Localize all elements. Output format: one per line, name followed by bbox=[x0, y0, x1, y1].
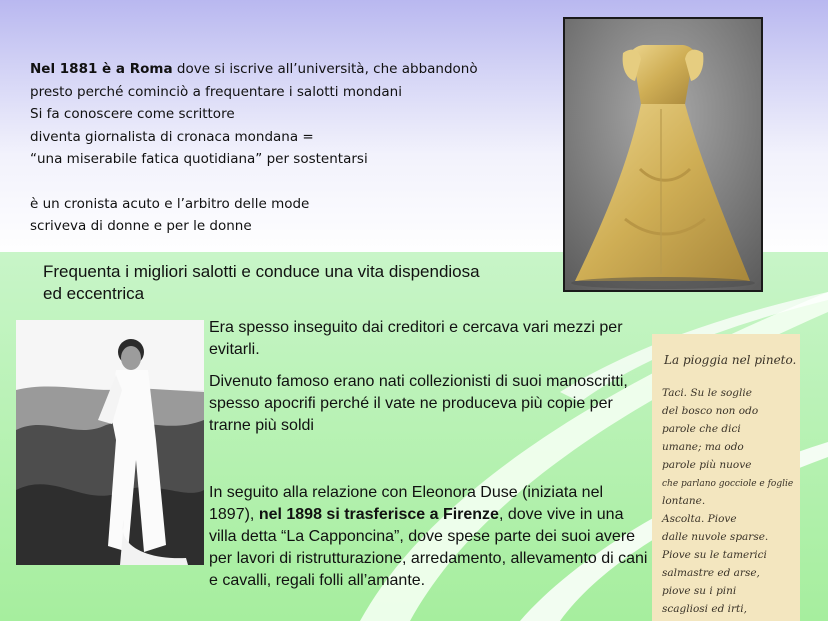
manuscript-line: Ascolta. Piove bbox=[662, 513, 737, 525]
portrait-photo bbox=[16, 320, 204, 565]
intro-line-5: “una miserabile fatica quotidiana” per sostentarsi bbox=[30, 151, 368, 167]
intro-line-3: Si fa conoscere come scrittore bbox=[30, 106, 235, 122]
manuscript-line: del bosco non odo bbox=[662, 405, 759, 417]
intro-text-block bbox=[30, 58, 550, 238]
manuscript-line: umane; ma odo bbox=[662, 441, 744, 453]
florence-paragraph: In seguito alla relazione con Eleonora Duse (iniziata nel 1897), nel 1898 si trasferisce a Firenze, dove vive in una villa detta “La Capponcina”, dove spese parte dei suoi avere per lavori di ristrutturazione, arredamento, allevamento di cani e cavalli, regali folli all’amante. bbox=[209, 484, 648, 589]
frequenta-text: Frequenta i migliori salotti e conduce una vita dispendiosa ed eccentrica bbox=[43, 262, 480, 303]
intro-line-6: è un cronista acuto e l’arbitro delle mode bbox=[30, 195, 310, 212]
intro-line-7: scriveva di donne e per le donne bbox=[30, 218, 252, 234]
intro-line-1: Nel 1881 è a Roma dove si iscrive all’università, che abbandonò bbox=[30, 61, 478, 77]
manuscript-image bbox=[652, 334, 800, 621]
manuscript-line: Taci. Su le soglie bbox=[662, 387, 752, 399]
manuscript-line: parole più nuove bbox=[662, 459, 752, 471]
manuscript-line: lontane. bbox=[662, 495, 706, 507]
intro-line-4: diventa giornalista di cronaca mondana = bbox=[30, 128, 314, 145]
manuscript-line: parole che dici bbox=[662, 423, 741, 435]
manuscript-line: dalle nuvole sparse. bbox=[662, 531, 769, 543]
manuscript-line: piove su i pini bbox=[662, 585, 737, 597]
creditors-paragraph: Era spesso inseguito dai creditori e cercava vari mezzi per evitarli. bbox=[209, 319, 623, 358]
dress-photo bbox=[563, 17, 763, 292]
manuscript-line: che parlano gocciole e foglie bbox=[662, 479, 794, 489]
manuscript-line: Piove su le tamerici bbox=[662, 549, 767, 561]
intro-line-2: presto perché cominciò a frequentare i salotti mondani bbox=[30, 83, 402, 100]
collectors-paragraph: Divenuto famoso erano nati collezionisti di suoi manoscritti, spesso apocrifi perché il vate ne produceva più copie per trarne più soldi bbox=[209, 373, 628, 434]
manuscript-line: salmastre ed arse, bbox=[662, 567, 760, 579]
manuscript-line: scagliosi ed irti, bbox=[662, 603, 747, 615]
manuscript-title: La pioggia nel pineto. bbox=[664, 353, 797, 367]
